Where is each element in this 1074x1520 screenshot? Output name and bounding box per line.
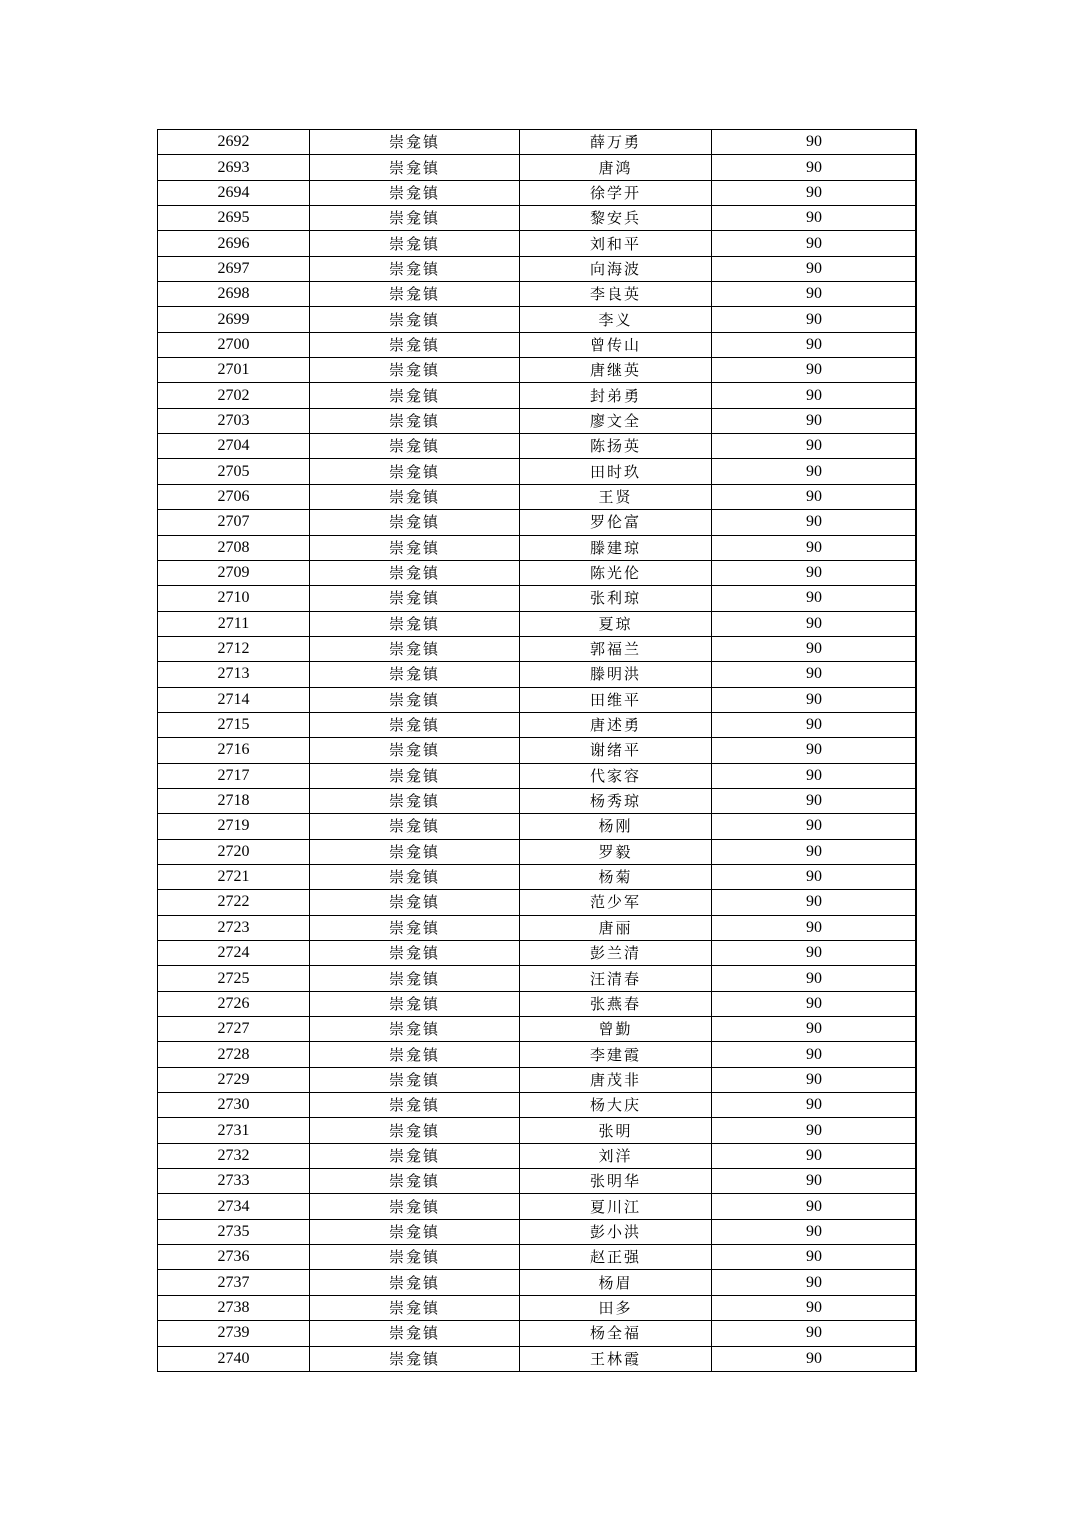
cell-town: 崇龛镇 bbox=[310, 1245, 520, 1270]
cell-name: 王贤 bbox=[520, 484, 712, 509]
cell-score: 90 bbox=[712, 383, 917, 408]
cell-town: 崇龛镇 bbox=[310, 510, 520, 535]
cell-number: 2713 bbox=[158, 662, 310, 687]
cell-score: 90 bbox=[712, 1017, 917, 1042]
cell-number: 2721 bbox=[158, 864, 310, 889]
cell-town: 崇龛镇 bbox=[310, 307, 520, 332]
cell-name: 滕明洪 bbox=[520, 662, 712, 687]
cell-town: 崇龛镇 bbox=[310, 1017, 520, 1042]
table-row bbox=[158, 890, 917, 915]
cell-number: 2697 bbox=[158, 256, 310, 281]
cell-name: 夏琼 bbox=[520, 611, 712, 636]
cell-score: 90 bbox=[712, 358, 917, 383]
cell-score: 90 bbox=[712, 788, 917, 813]
cell-name: 罗毅 bbox=[520, 839, 712, 864]
roster-table-container bbox=[157, 129, 916, 1372]
cell-number: 2716 bbox=[158, 738, 310, 763]
cell-town: 崇龛镇 bbox=[310, 611, 520, 636]
cell-town: 崇龛镇 bbox=[310, 206, 520, 231]
cell-town: 崇龛镇 bbox=[310, 1169, 520, 1194]
cell-name: 彭兰清 bbox=[520, 941, 712, 966]
cell-number: 2703 bbox=[158, 408, 310, 433]
cell-number: 2740 bbox=[158, 1346, 310, 1371]
cell-number: 2719 bbox=[158, 814, 310, 839]
cell-number: 2717 bbox=[158, 763, 310, 788]
cell-number: 2711 bbox=[158, 611, 310, 636]
cell-number: 2702 bbox=[158, 383, 310, 408]
cell-score: 90 bbox=[712, 408, 917, 433]
cell-score: 90 bbox=[712, 814, 917, 839]
cell-town: 崇龛镇 bbox=[310, 560, 520, 585]
table-row bbox=[158, 535, 917, 560]
cell-number: 2735 bbox=[158, 1219, 310, 1244]
table-row bbox=[158, 687, 917, 712]
cell-name: 张燕春 bbox=[520, 991, 712, 1016]
table-row bbox=[158, 434, 917, 459]
cell-town: 崇龛镇 bbox=[310, 1067, 520, 1092]
cell-score: 90 bbox=[712, 282, 917, 307]
cell-score: 90 bbox=[712, 636, 917, 661]
table-row bbox=[158, 1321, 917, 1346]
cell-score: 90 bbox=[712, 130, 917, 155]
cell-town: 崇龛镇 bbox=[310, 459, 520, 484]
cell-name: 陈扬英 bbox=[520, 434, 712, 459]
cell-name: 代家容 bbox=[520, 763, 712, 788]
cell-number: 2698 bbox=[158, 282, 310, 307]
cell-number: 2701 bbox=[158, 358, 310, 383]
cell-town: 崇龛镇 bbox=[310, 434, 520, 459]
cell-score: 90 bbox=[712, 560, 917, 585]
cell-name: 李义 bbox=[520, 307, 712, 332]
cell-score: 90 bbox=[712, 1042, 917, 1067]
table-row bbox=[158, 915, 917, 940]
cell-town: 崇龛镇 bbox=[310, 839, 520, 864]
cell-number: 2694 bbox=[158, 180, 310, 205]
table-row bbox=[158, 611, 917, 636]
cell-name: 刘和平 bbox=[520, 231, 712, 256]
cell-town: 崇龛镇 bbox=[310, 484, 520, 509]
cell-town: 崇龛镇 bbox=[310, 890, 520, 915]
cell-score: 90 bbox=[712, 1143, 917, 1168]
cell-name: 张明 bbox=[520, 1118, 712, 1143]
cell-town: 崇龛镇 bbox=[310, 1321, 520, 1346]
cell-name: 唐鸿 bbox=[520, 155, 712, 180]
cell-town: 崇龛镇 bbox=[310, 712, 520, 737]
table-row bbox=[158, 1270, 917, 1295]
cell-score: 90 bbox=[712, 1067, 917, 1092]
cell-score: 90 bbox=[712, 864, 917, 889]
cell-town: 崇龛镇 bbox=[310, 408, 520, 433]
cell-number: 2731 bbox=[158, 1118, 310, 1143]
cell-name: 王林霞 bbox=[520, 1346, 712, 1371]
cell-name: 李建霞 bbox=[520, 1042, 712, 1067]
cell-name: 滕建琼 bbox=[520, 535, 712, 560]
table-row bbox=[158, 788, 917, 813]
cell-town: 崇龛镇 bbox=[310, 1346, 520, 1371]
cell-score: 90 bbox=[712, 941, 917, 966]
table-row bbox=[158, 763, 917, 788]
cell-town: 崇龛镇 bbox=[310, 991, 520, 1016]
cell-town: 崇龛镇 bbox=[310, 738, 520, 763]
cell-number: 2728 bbox=[158, 1042, 310, 1067]
cell-score: 90 bbox=[712, 434, 917, 459]
table-row bbox=[158, 180, 917, 205]
cell-town: 崇龛镇 bbox=[310, 256, 520, 281]
cell-town: 崇龛镇 bbox=[310, 231, 520, 256]
table-row bbox=[158, 1194, 917, 1219]
cell-score: 90 bbox=[712, 687, 917, 712]
cell-name: 杨菊 bbox=[520, 864, 712, 889]
cell-number: 2718 bbox=[158, 788, 310, 813]
table-row bbox=[158, 636, 917, 661]
cell-town: 崇龛镇 bbox=[310, 1194, 520, 1219]
cell-town: 崇龛镇 bbox=[310, 788, 520, 813]
cell-name: 曾传山 bbox=[520, 332, 712, 357]
roster-table-body bbox=[158, 130, 917, 1372]
cell-name: 薛万勇 bbox=[520, 130, 712, 155]
cell-score: 90 bbox=[712, 738, 917, 763]
cell-score: 90 bbox=[712, 712, 917, 737]
table-row bbox=[158, 560, 917, 585]
cell-name: 郭福兰 bbox=[520, 636, 712, 661]
cell-score: 90 bbox=[712, 966, 917, 991]
cell-name: 夏川江 bbox=[520, 1194, 712, 1219]
cell-score: 90 bbox=[712, 1169, 917, 1194]
cell-name: 田多 bbox=[520, 1295, 712, 1320]
cell-number: 2727 bbox=[158, 1017, 310, 1042]
cell-number: 2705 bbox=[158, 459, 310, 484]
cell-number: 2725 bbox=[158, 966, 310, 991]
cell-score: 90 bbox=[712, 307, 917, 332]
cell-score: 90 bbox=[712, 763, 917, 788]
cell-score: 90 bbox=[712, 991, 917, 1016]
table-row bbox=[158, 662, 917, 687]
cell-name: 徐学开 bbox=[520, 180, 712, 205]
cell-name: 赵正强 bbox=[520, 1245, 712, 1270]
cell-town: 崇龛镇 bbox=[310, 687, 520, 712]
cell-town: 崇龛镇 bbox=[310, 814, 520, 839]
cell-name: 唐丽 bbox=[520, 915, 712, 940]
cell-number: 2737 bbox=[158, 1270, 310, 1295]
cell-town: 崇龛镇 bbox=[310, 1219, 520, 1244]
cell-town: 崇龛镇 bbox=[310, 1118, 520, 1143]
table-row bbox=[158, 282, 917, 307]
cell-number: 2714 bbox=[158, 687, 310, 712]
cell-town: 崇龛镇 bbox=[310, 1270, 520, 1295]
table-row bbox=[158, 1219, 917, 1244]
cell-number: 2707 bbox=[158, 510, 310, 535]
cell-score: 90 bbox=[712, 839, 917, 864]
table-row bbox=[158, 231, 917, 256]
cell-number: 2693 bbox=[158, 155, 310, 180]
cell-number: 2708 bbox=[158, 535, 310, 560]
table-row bbox=[158, 256, 917, 281]
cell-number: 2722 bbox=[158, 890, 310, 915]
cell-town: 崇龛镇 bbox=[310, 941, 520, 966]
table-row bbox=[158, 991, 917, 1016]
cell-number: 2723 bbox=[158, 915, 310, 940]
table-row bbox=[158, 1245, 917, 1270]
cell-name: 唐述勇 bbox=[520, 712, 712, 737]
table-row bbox=[158, 206, 917, 231]
table-row bbox=[158, 1295, 917, 1320]
cell-name: 廖文全 bbox=[520, 408, 712, 433]
cell-score: 90 bbox=[712, 535, 917, 560]
cell-score: 90 bbox=[712, 484, 917, 509]
cell-name: 田维平 bbox=[520, 687, 712, 712]
cell-number: 2699 bbox=[158, 307, 310, 332]
cell-town: 崇龛镇 bbox=[310, 662, 520, 687]
cell-number: 2700 bbox=[158, 332, 310, 357]
table-row bbox=[158, 459, 917, 484]
cell-number: 2739 bbox=[158, 1321, 310, 1346]
cell-name: 杨眉 bbox=[520, 1270, 712, 1295]
cell-town: 崇龛镇 bbox=[310, 864, 520, 889]
cell-name: 曾勤 bbox=[520, 1017, 712, 1042]
cell-town: 崇龛镇 bbox=[310, 915, 520, 940]
cell-name: 杨刚 bbox=[520, 814, 712, 839]
cell-town: 崇龛镇 bbox=[310, 358, 520, 383]
cell-number: 2695 bbox=[158, 206, 310, 231]
table-row bbox=[158, 712, 917, 737]
cell-score: 90 bbox=[712, 332, 917, 357]
cell-name: 彭小洪 bbox=[520, 1219, 712, 1244]
cell-score: 90 bbox=[712, 231, 917, 256]
table-row bbox=[158, 332, 917, 357]
cell-name: 封弟勇 bbox=[520, 383, 712, 408]
cell-score: 90 bbox=[712, 1093, 917, 1118]
table-row bbox=[158, 408, 917, 433]
table-row bbox=[158, 738, 917, 763]
cell-score: 90 bbox=[712, 206, 917, 231]
cell-number: 2726 bbox=[158, 991, 310, 1016]
cell-score: 90 bbox=[712, 1219, 917, 1244]
cell-town: 崇龛镇 bbox=[310, 180, 520, 205]
cell-name: 杨大庆 bbox=[520, 1093, 712, 1118]
cell-name: 范少军 bbox=[520, 890, 712, 915]
cell-number: 2709 bbox=[158, 560, 310, 585]
cell-number: 2720 bbox=[158, 839, 310, 864]
cell-name: 陈光伦 bbox=[520, 560, 712, 585]
cell-name: 杨全福 bbox=[520, 1321, 712, 1346]
cell-score: 90 bbox=[712, 510, 917, 535]
table-row bbox=[158, 155, 917, 180]
table-row bbox=[158, 1042, 917, 1067]
cell-score: 90 bbox=[712, 915, 917, 940]
cell-town: 崇龛镇 bbox=[310, 586, 520, 611]
cell-town: 崇龛镇 bbox=[310, 383, 520, 408]
cell-number: 2724 bbox=[158, 941, 310, 966]
cell-number: 2733 bbox=[158, 1169, 310, 1194]
cell-score: 90 bbox=[712, 890, 917, 915]
cell-town: 崇龛镇 bbox=[310, 332, 520, 357]
table-row bbox=[158, 586, 917, 611]
cell-name: 张明华 bbox=[520, 1169, 712, 1194]
cell-score: 90 bbox=[712, 1118, 917, 1143]
cell-name: 刘洋 bbox=[520, 1143, 712, 1168]
table-row bbox=[158, 814, 917, 839]
roster-table bbox=[157, 129, 917, 1372]
cell-town: 崇龛镇 bbox=[310, 763, 520, 788]
cell-name: 田时玖 bbox=[520, 459, 712, 484]
cell-town: 崇龛镇 bbox=[310, 1042, 520, 1067]
table-row bbox=[158, 484, 917, 509]
cell-town: 崇龛镇 bbox=[310, 966, 520, 991]
cell-number: 2732 bbox=[158, 1143, 310, 1168]
cell-score: 90 bbox=[712, 180, 917, 205]
cell-name: 谢绪平 bbox=[520, 738, 712, 763]
cell-name: 李良英 bbox=[520, 282, 712, 307]
cell-name: 唐茂非 bbox=[520, 1067, 712, 1092]
table-row bbox=[158, 1067, 917, 1092]
cell-town: 崇龛镇 bbox=[310, 282, 520, 307]
cell-number: 2729 bbox=[158, 1067, 310, 1092]
table-row bbox=[158, 1093, 917, 1118]
cell-number: 2692 bbox=[158, 130, 310, 155]
cell-score: 90 bbox=[712, 662, 917, 687]
cell-number: 2736 bbox=[158, 1245, 310, 1270]
cell-score: 90 bbox=[712, 1346, 917, 1371]
table-row bbox=[158, 307, 917, 332]
cell-number: 2734 bbox=[158, 1194, 310, 1219]
cell-number: 2696 bbox=[158, 231, 310, 256]
cell-name: 杨秀琼 bbox=[520, 788, 712, 813]
cell-town: 崇龛镇 bbox=[310, 636, 520, 661]
cell-name: 向海波 bbox=[520, 256, 712, 281]
cell-town: 崇龛镇 bbox=[310, 1143, 520, 1168]
cell-score: 90 bbox=[712, 1270, 917, 1295]
cell-number: 2712 bbox=[158, 636, 310, 661]
table-row bbox=[158, 130, 917, 155]
cell-town: 崇龛镇 bbox=[310, 155, 520, 180]
table-row bbox=[158, 941, 917, 966]
table-row bbox=[158, 1143, 917, 1168]
table-row bbox=[158, 1017, 917, 1042]
cell-number: 2730 bbox=[158, 1093, 310, 1118]
cell-name: 汪清春 bbox=[520, 966, 712, 991]
table-row bbox=[158, 383, 917, 408]
cell-name: 张利琼 bbox=[520, 586, 712, 611]
cell-score: 90 bbox=[712, 1245, 917, 1270]
cell-name: 罗伦富 bbox=[520, 510, 712, 535]
table-row bbox=[158, 1118, 917, 1143]
cell-score: 90 bbox=[712, 256, 917, 281]
cell-score: 90 bbox=[712, 459, 917, 484]
table-row bbox=[158, 966, 917, 991]
cell-score: 90 bbox=[712, 1295, 917, 1320]
cell-town: 崇龛镇 bbox=[310, 1093, 520, 1118]
cell-score: 90 bbox=[712, 611, 917, 636]
cell-town: 崇龛镇 bbox=[310, 130, 520, 155]
cell-town: 崇龛镇 bbox=[310, 535, 520, 560]
cell-number: 2710 bbox=[158, 586, 310, 611]
cell-number: 2715 bbox=[158, 712, 310, 737]
table-row bbox=[158, 358, 917, 383]
cell-name: 黎安兵 bbox=[520, 206, 712, 231]
table-row bbox=[158, 1169, 917, 1194]
cell-score: 90 bbox=[712, 1194, 917, 1219]
cell-town: 崇龛镇 bbox=[310, 1295, 520, 1320]
cell-name: 唐继英 bbox=[520, 358, 712, 383]
cell-score: 90 bbox=[712, 155, 917, 180]
table-row bbox=[158, 839, 917, 864]
cell-number: 2706 bbox=[158, 484, 310, 509]
cell-number: 2738 bbox=[158, 1295, 310, 1320]
cell-number: 2704 bbox=[158, 434, 310, 459]
table-row bbox=[158, 510, 917, 535]
table-row bbox=[158, 864, 917, 889]
table-row bbox=[158, 1346, 917, 1371]
cell-score: 90 bbox=[712, 1321, 917, 1346]
cell-score: 90 bbox=[712, 586, 917, 611]
